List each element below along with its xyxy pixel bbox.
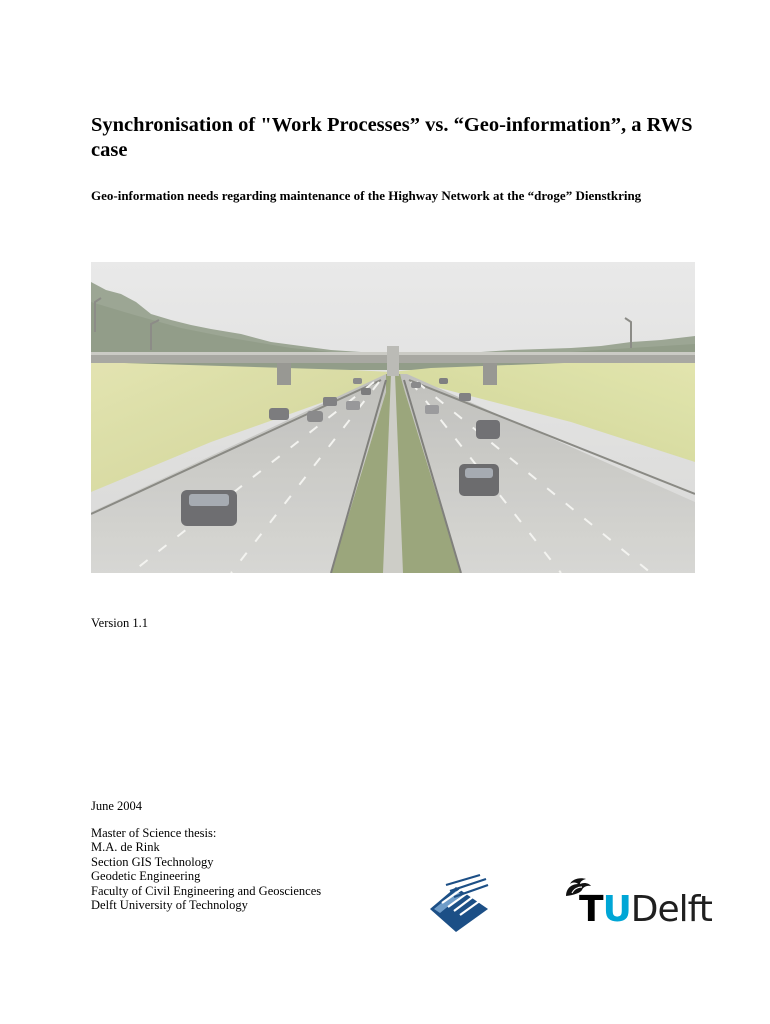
tudelft-logo bbox=[556, 876, 712, 932]
tudelft-delft: Delft bbox=[630, 889, 712, 930]
credit-line: Geodetic Engineering bbox=[91, 869, 201, 884]
credit-line: M.A. de Rink bbox=[91, 840, 160, 855]
credit-line: Section GIS Technology bbox=[91, 854, 214, 869]
tudelft-u: U bbox=[602, 889, 631, 930]
credit-line: Delft University of Technology bbox=[91, 898, 248, 913]
highway-photo bbox=[91, 262, 695, 573]
credit-line: Faculty of Civil Engineering and Geosciences bbox=[91, 883, 322, 898]
rws-logo bbox=[428, 873, 490, 933]
tudelft-t: T bbox=[579, 889, 603, 930]
publication-date: June 2004 bbox=[91, 799, 143, 813]
credits-list bbox=[91, 826, 321, 912]
thesis-subtitle: Geo-information needs regarding maintenance of the Highway Network at the “droge” Dienstkring bbox=[91, 188, 642, 203]
version-label: Version 1.1 bbox=[91, 616, 148, 630]
thesis-title: Synchronisation of "Work Processes” vs. “Geo-information”, a RWS case bbox=[91, 114, 693, 161]
credit-line: Master of Science thesis: bbox=[91, 826, 217, 840]
tudelft-wordmark bbox=[579, 890, 712, 930]
